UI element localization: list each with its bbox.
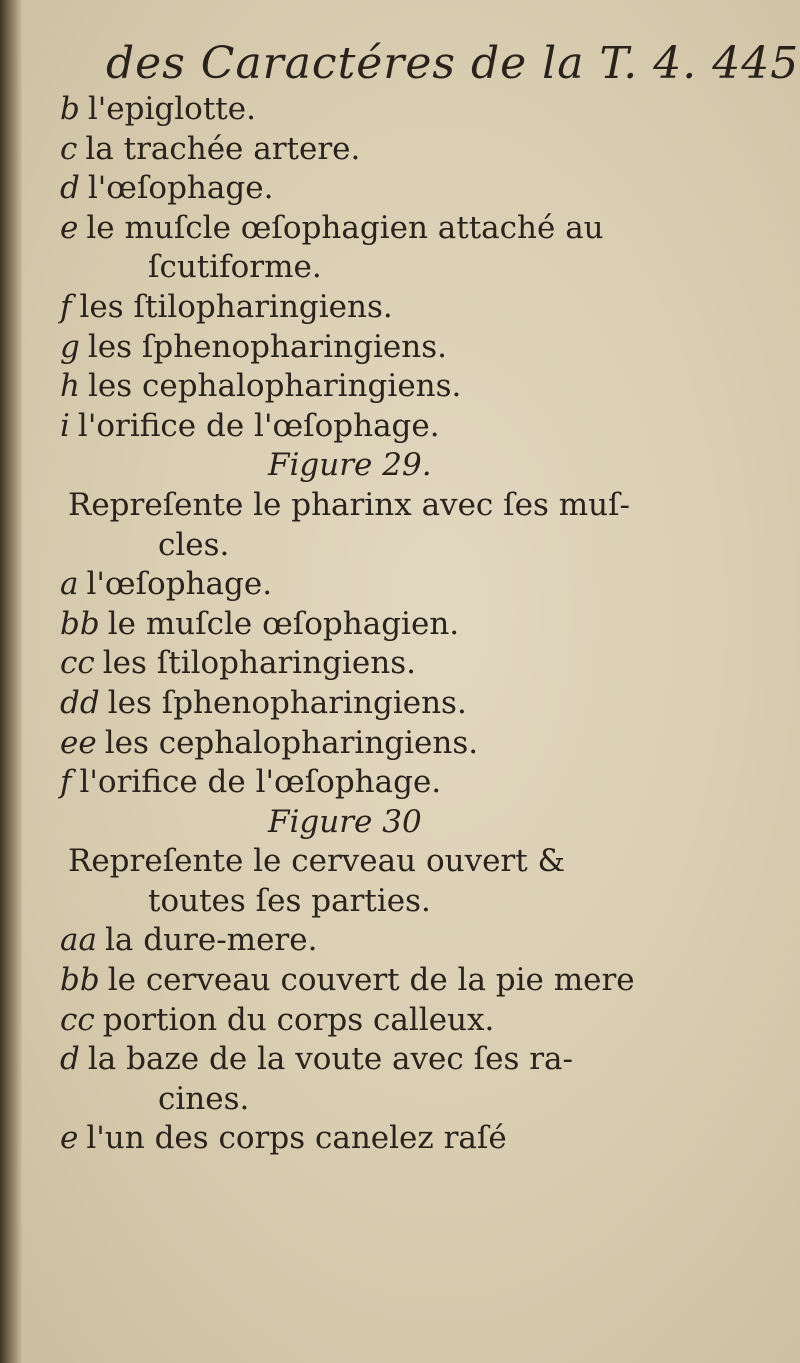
line-text: cles. (158, 526, 230, 563)
text-line (60, 842, 780, 882)
text-line (60, 1119, 780, 1159)
figure-letter: g (60, 328, 80, 365)
line-text: l'orifice de l'œſophage. (79, 764, 442, 801)
figure-letter: ee (60, 724, 97, 761)
line-text: cines. (158, 1080, 250, 1117)
text-line (60, 288, 780, 328)
line-text: l'œſophage. (86, 566, 273, 603)
figure-letter: cc (60, 645, 95, 682)
text-line (60, 921, 780, 961)
text-line (60, 1001, 780, 1041)
figure-letter: d (60, 1041, 80, 1078)
line-text: l'orifice de l'œſophage. (77, 407, 440, 444)
text-line (60, 169, 780, 209)
text-line (60, 407, 780, 447)
line-text: le cerveau couvert de la pie mere (107, 962, 635, 999)
line-text: les ſtilopharingiens. (102, 645, 417, 682)
line-text: les ſphenopharingiens. (107, 684, 467, 721)
figure-letter: e (60, 209, 79, 246)
running-header: des Caractéres de la T. 4. 445 (106, 38, 800, 89)
figure-heading (60, 446, 780, 486)
line-text: l'un des corps canelez raſé (86, 1120, 507, 1157)
line-text: l'epiglotte. (87, 91, 256, 127)
figure-letter: f (60, 288, 72, 325)
text-line (60, 1040, 780, 1080)
figure-letter: bb (60, 962, 100, 999)
line-text: le muſcle œſophagien. (107, 605, 460, 642)
line-text: les cephalopharingiens. (104, 724, 479, 761)
text-line (60, 684, 780, 724)
line-text: Figure 30 (268, 803, 422, 840)
text-line (60, 961, 780, 1001)
line-text: toutes ſes parties. (148, 882, 431, 919)
figure-letter: bb (60, 605, 100, 642)
text-line (60, 130, 780, 170)
text-line (60, 367, 780, 407)
line-text: ſcutiforme. (148, 249, 322, 286)
line-text: les cephalopharingiens. (87, 368, 462, 405)
line-text: les ſtilopharingiens. (79, 288, 393, 325)
figure-letter: a (60, 566, 79, 603)
text-line (60, 565, 780, 605)
text-line (60, 90, 780, 130)
text-line (60, 724, 780, 764)
text-line (60, 644, 780, 684)
line-text: la trachée artere. (85, 130, 361, 167)
line-text: Figure 29. (268, 447, 432, 484)
line-text: Repreſente le cerveau ouvert & (68, 843, 566, 880)
figure-heading (60, 803, 780, 843)
figure-letter: d (60, 170, 80, 207)
text-line (60, 605, 780, 645)
text-line (60, 526, 780, 566)
figure-letter: b (60, 91, 80, 127)
text-line (60, 1080, 780, 1120)
figure-letter: aa (60, 922, 97, 959)
figure-letter: e (60, 1120, 79, 1157)
line-text: portion du corps calleux. (102, 1001, 495, 1038)
text-line (60, 248, 780, 288)
text-line (60, 882, 780, 922)
page-gutter (0, 0, 22, 1363)
text-line (60, 209, 780, 249)
page-text (60, 90, 780, 1159)
line-text: Repreſente le pharinx avec ſes muſ- (68, 486, 631, 523)
text-line (60, 328, 780, 368)
line-text: la baze de la voute avec ſes ra- (87, 1041, 573, 1078)
text-line (60, 486, 780, 526)
figure-letter: dd (60, 684, 100, 721)
figure-letter: h (60, 368, 80, 405)
text-line (60, 763, 780, 803)
figure-letter: f (60, 764, 72, 801)
figure-letter: i (60, 407, 70, 444)
figure-letter: c (60, 130, 78, 167)
line-text: les ſphenopharingiens. (87, 328, 447, 365)
line-text: l'œſophage. (87, 170, 274, 207)
line-text: la dure-mere. (104, 922, 318, 959)
line-text: le muſcle œſophagien attaché au (86, 209, 604, 246)
figure-letter: cc (60, 1001, 95, 1038)
